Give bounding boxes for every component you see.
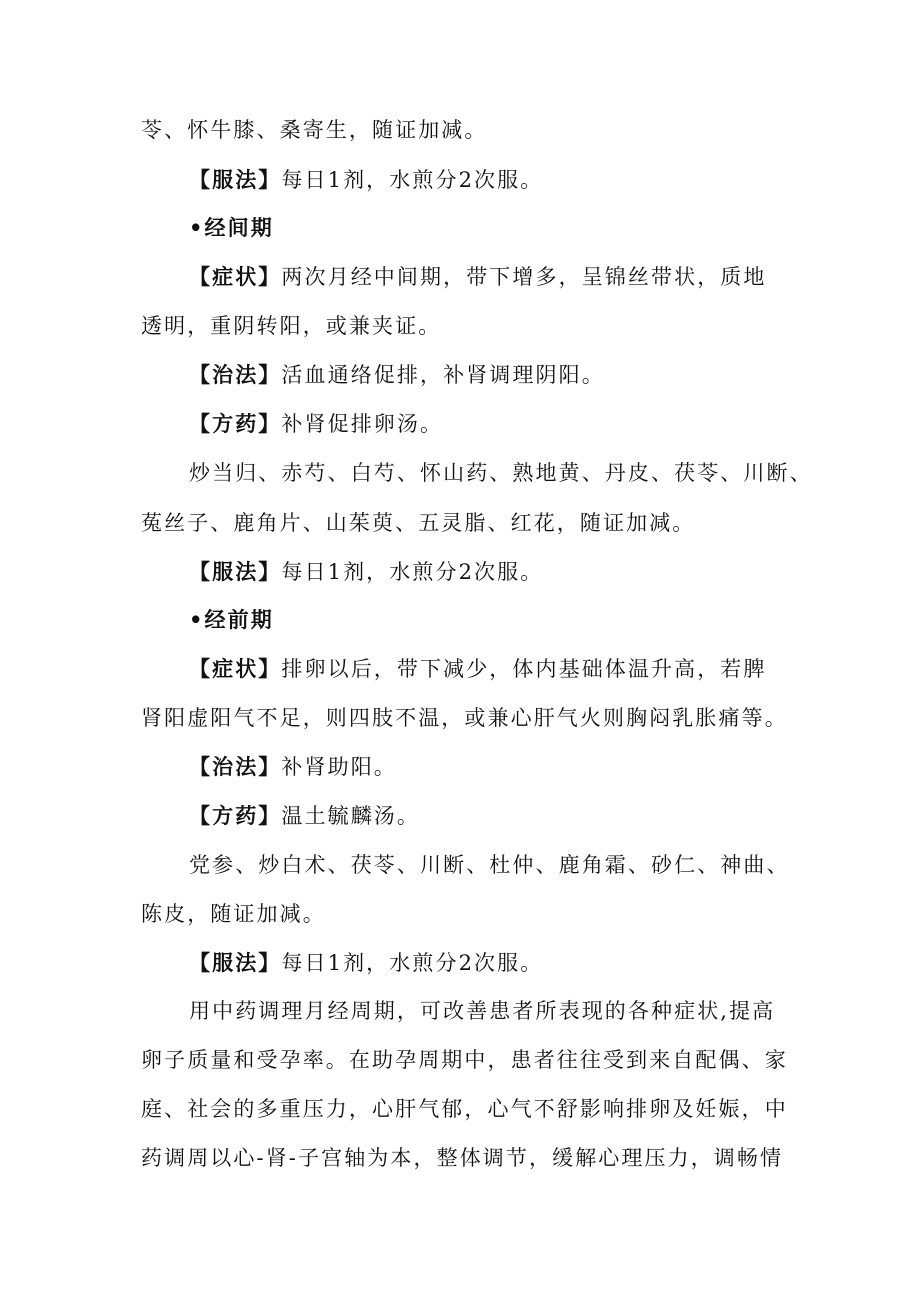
section-label: 【症状】	[189, 656, 282, 681]
herb-list-line	[141, 509, 695, 537]
text-line	[141, 704, 788, 732]
section-label: 【方药】	[189, 411, 282, 436]
prescription-line	[189, 802, 420, 830]
line-text: 用中药调理月经周期，可改善患者所表现的各种症状,提高	[189, 999, 776, 1023]
line-text: 补肾促排卵汤。	[281, 412, 444, 436]
line-text: 每日1剂，水煎分2次服。	[281, 560, 544, 584]
treatment-line	[189, 361, 605, 389]
dosage-line	[189, 558, 543, 586]
section-label: 【治法】	[189, 754, 282, 779]
section-label: 【服法】	[189, 167, 282, 192]
dosage-line	[189, 166, 543, 194]
phase-heading	[189, 214, 274, 242]
line-text: 菟丝子、鹿角片、山茱萸、五灵脂、红花，随证加减。	[141, 511, 696, 535]
section-label: 【症状】	[189, 264, 282, 289]
phase-heading	[189, 606, 274, 634]
symptom-line	[189, 263, 767, 291]
treatment-line	[189, 753, 397, 781]
line-text: 每日1剂，水煎分2次服。	[281, 951, 544, 975]
line-text: 补肾助阳。	[281, 755, 397, 779]
prescription-line	[189, 410, 443, 438]
line-text: 庭、社会的多重压力，心肝气郁，心气不舒影响排卵及妊娠，中	[141, 1097, 788, 1121]
paragraph-line	[189, 997, 775, 1025]
herb-list-line	[189, 851, 790, 879]
section-label: 【方药】	[189, 803, 282, 828]
line-text: 两次月经中间期，带下增多，呈锦丝带状，质地	[281, 265, 767, 289]
line-text: 党参、炒白术、茯苓、川断、杜仲、鹿角霜、砂仁、神曲、	[189, 853, 790, 877]
section-label: 【服法】	[189, 559, 282, 584]
phase-heading-text: •经间期	[189, 215, 274, 240]
line-text: 陈皮，随证加减。	[141, 902, 326, 926]
paragraph-line	[141, 1046, 788, 1074]
phase-heading-text: •经前期	[189, 607, 274, 632]
paragraph-line	[141, 1095, 788, 1123]
line-text: 药调周以心-肾-子宫轴为本，整体调节，缓解心理压力，调畅情	[141, 1146, 784, 1170]
herb-list-line	[141, 900, 326, 928]
line-text: 卵子质量和受孕率。在助孕周期中，患者往往受到来自配偶、家	[141, 1048, 788, 1072]
line-text: 炒当归、赤芍、白芍、怀山药、熟地黄、丹皮、茯苓、川断、	[189, 461, 813, 485]
paragraph-line	[141, 1144, 783, 1172]
symptom-line	[189, 655, 767, 683]
text-line	[141, 312, 441, 340]
dosage-line	[189, 949, 543, 977]
line-text: 苓、怀牛膝、桑寄生，随证加减。	[141, 118, 488, 142]
section-label: 【服法】	[189, 950, 282, 975]
line-text: 温土毓麟汤。	[281, 804, 421, 828]
section-label: 【治法】	[189, 362, 282, 387]
text-line	[141, 116, 488, 144]
line-text: 肾阳虚阳气不足，则四肢不温，或兼心肝气火则胸闷乳胀痛等。	[141, 706, 788, 730]
line-text: 活血通络促排，补肾调理阴阳。	[281, 363, 605, 387]
line-text: 透明，重阴转阳，或兼夹证。	[141, 314, 442, 338]
herb-list-line	[189, 459, 813, 487]
line-text: 每日1剂，水煎分2次服。	[281, 168, 544, 192]
line-text: 排卵以后，带下减少，体内基础体温升高，若脾	[281, 657, 767, 681]
